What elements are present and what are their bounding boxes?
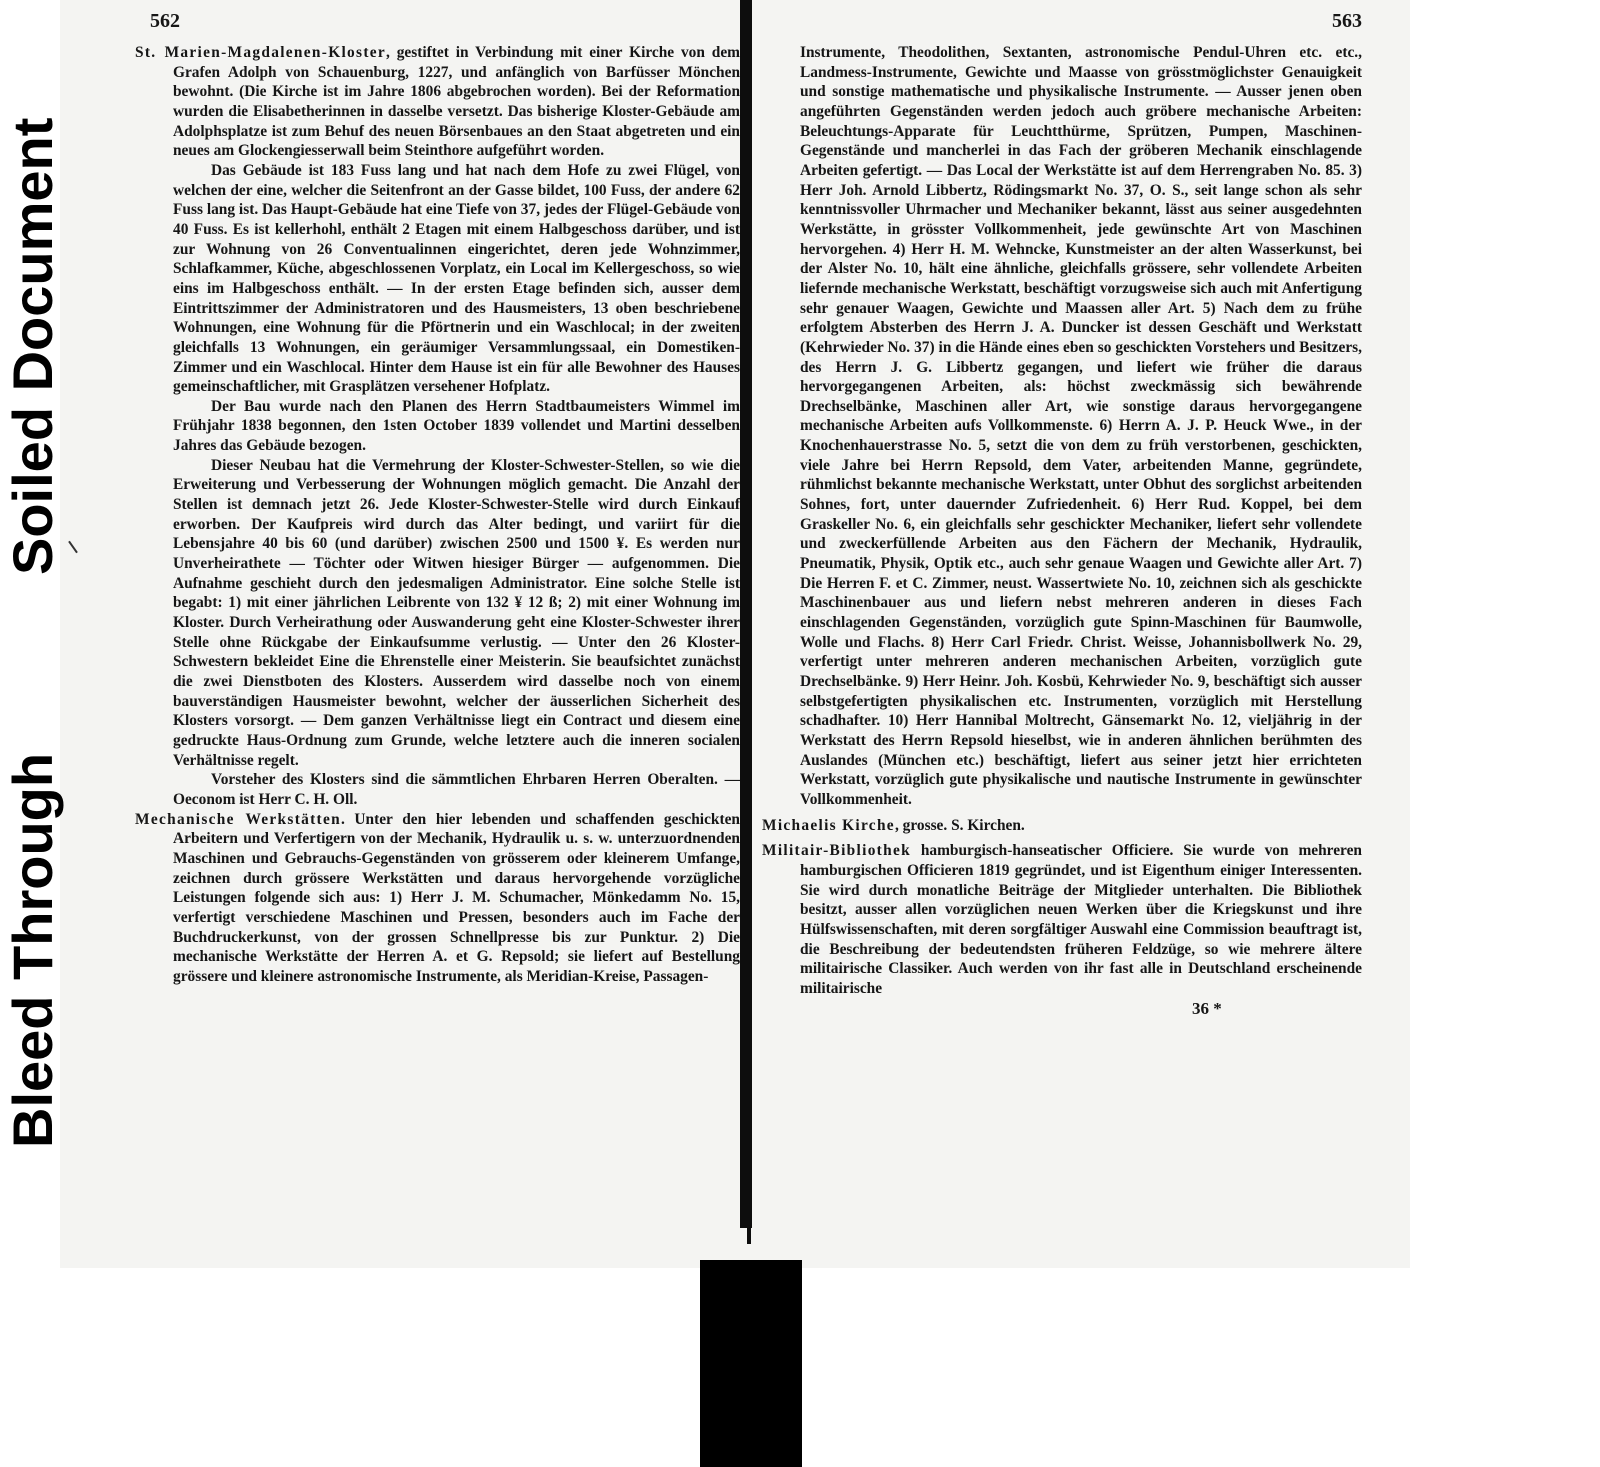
entry-bibliothek (762, 841, 1362, 998)
paragraph-continued: Instrumente, Theodolithen, Sextanten, astronomische Pendul-Uhren etc. etc., Landmess-Instrumente, Gewichte und Maasse von grösstmöglichster Genauigkeit und sonstige mathematische und physikalische Instrumente. — Ausser jenen oben angeführten Gegenständen werden jedoch auch gröbere mechanische Arbeiten: Beleuchtungs-Apparate für Leuchtthürme, Sprützen, Pumpen, Maschinen-Gegenstände und mancherlei in das Fach der gröberen Mechanik einschlagende Arbeiten gefertigt. — Das Local der Werkstätte ist auf dem Herrengraben No. 85. 3) Herr Joh. Arnold Libbertz, Rödingsmarkt No. 37, O. S., seit lange schon als sehr kenntnissvoller Uhrmacher und Mechaniker bekannt, lässt aus seiner ausgedehnten Werkstätte, in grösster Vollkommenheit, jede gewünschte Art von Maschinen hervorgehen. 4) Herr H. M. Wehncke, Kunstmeister an der alten Wasserkunst, bei der Alster No. 10, hält eine ähnliche, gleichfalls grössere, sehr vollendete Arbeiten liefernde mechanische Werkstatt, beschäftigt vorzugsweise sich auch mit Anfertigung sehr genauer Waagen, Gewichte und Maassen aller Art. 5) Nach dem zu frühe erfolgtem Absterben des Herrn J. A. Duncker ist dessen Geschäft und Werkstatt (Kehrwieder No. 37) in die Hände eines eben so geschickten Vorstehers und Besitzers, des Herrn J. G. Libbertz gegangen, und liefert wie früher die daraus hervorgegangenen Arbeiten, als: höchst zweckmässig sich bewährende Drechselbänke, Maschinen aller Art, wie sonstige daraus hervorgegangene mechanische Arbeiten aufs Vollkommenste. 6) Herrn A. J. P. Heuck Wwe., in der Knochenhauerstrasse No. 5, setzt die von dem zu früh verstorbenen, geschickten, viele Jahre bei Herrn Repsold, dem Vater, arbeitenden Manne, gegründete, rühmlichst bekannte mechanische Werkstatt, unter Obhut des sorglichst arbeitenden Sohnes, fort, unter dauernder Zufriedenheit. 6) Herr Rud. Koppel, bei dem Graskeller No. 6, ein gleichfalls sehr geschickter Mechaniker, liefert sehr vollendete und zweckerfüllende Arbeiten aus den Fächern der Mechanik, Hydraulik, Pneumatik, Physik, Optik etc., auch sehr genaue Waagen und Gewichte aller Art. 7) Die Herren F. et C. Zimmer, neust. Wassertwiete No. 10, zeichnen sich als geschickte Maschinenbauer aus und liefern nebst mehreren anderen in dieses Fach einschlagenden Gegenständen, vorzüglich gute Spinn-Maschinen für Baumwolle, Wolle und Flachs. 8) Herr Carl Friedr. Christ. Weisse, Johannisbollwerk No. 29, verfertigt unter mehreren anderen mechanischen Arbeiten, vorzüglich gute Drechselbänke. 9) Herr Heinr. Joh. Kosbü, Kehrwieder No. 9, beschäftigt sich ausser selbstgefertigten physikalischen etc. Instrumenten, vorzüglich mit Herstellung schadhafter. 10) Herr Hannibal Moltrecht, Gänsemarkt No. 12, vieljährig in der Werkstatt des Herrn Repsold hieselbst, wie in anderen ähnlichen berühmten des Auslandes (München etc.) beschäftigt, liefert aus seiner jetzt hier errichteten Werkstatt, vorzüglich gute physikalische und nautische Instrumente in gewünschter Vollkommenheit. (800, 44, 1362, 808)
entry-body: , grosse. S. Kirchen. (894, 816, 1025, 834)
right-page-number: 563 (1332, 10, 1362, 32)
entry-kloster (135, 43, 740, 161)
book-gutter-tail (747, 1228, 751, 1244)
signature-mark: 36 * (1192, 998, 1222, 1018)
scan-black-block (700, 1260, 802, 1467)
entry-michaelis (762, 816, 1362, 836)
entry-heading: Militair-Bibliothek (762, 842, 911, 860)
entry-werkstaetten (135, 810, 740, 987)
right-page (762, 0, 1362, 1262)
entry-heading: Michaelis Kirche (762, 816, 895, 834)
bleed-through-label: Bleed Through (1, 752, 64, 1148)
soiled-document-label: Soiled Document (1, 117, 64, 575)
left-page-text (135, 43, 740, 987)
paragraph: Dieser Neubau hat die Vermehrung der Kloster-Schwester-Stellen, so wie die Erweiterung und Verbesserung der Wohnungen möglich gemacht. Die Anzahl der Stellen ist demnach jetzt 26. Jede Kloster-Schwester-Stelle wird durch Einkauf erworben. Der Kaufpreis wird durch das Alter bedingt, und variirt für die Lebensjahre 40 bis 60 (und darüber) zwischen 2500 und 1500 ¥. Es werden nur Unverheirathete — Töchter oder Witwen hiesiger Bürger — aufgenommen. Die Aufnahme geschieht durch den jedesmaligen Administrator. Eine solche Stelle ist begabt: 1) mit einer jährlichen Leibrente von 132 ¥ 12 ß; 2) mit einer Wohnung im Kloster. Durch Verheirathung oder Auswanderung geht eine Kloster-Schwester ihrer Stelle ohne Rückgabe der Einkaufsumme verlustig. — Unter den 26 Kloster-Schwestern bekleidet Eine die Ehrenstelle einer Meisterin. Sie beaufsichtet zunächst die zwei Dienstboten des Klosters. Ausserdem wird dasselbe noch von einem bauverständigen Hausmeister bewohnt, welcher der äusserlichen Sicherheit des Klosters vorsorgt. — Dem ganzen Verhältnisse liegt ein Contract und diesem eine gedruckte Haus-Ordnung zum Grunde, welche letztere auch die inneren socialen Verhältnisse regelt. (173, 456, 740, 769)
entry-heading: Mechanische Werkstätten (135, 810, 341, 828)
left-page (135, 0, 740, 1262)
paragraph: Vorsteher des Klosters sind die sämmtlichen Ehrbaren Herren Oberalten. — Oeconom ist Herr C. H. Oll. (173, 771, 740, 808)
entry-body: , gestiftet in Verbindung mit einer Kirche von dem Grafen Adolph von Schauenburg, 1227, und anfänglich von Barfüsser Mönchen bewohnt. (Die Kirche ist im Jahre 1806 abgebrochen worden). Bei der Reformation wurden die Elisabetherinnen in dasselbe versetzt. Das bisherige Kloster-Gebäude am Adolphsplatze ist zum Behuf des neuen Börsenbaues an den Staat abgetreten und ein neues am Glockengiesserwall beim Steinthore aufgeführt worden. (173, 44, 740, 160)
book-gutter (740, 0, 752, 1228)
entry-body: hamburgisch-hanseatischer Officiere. Sie wurde von mehreren hamburgischen Officieren 1819 gegründet, und ist Eigenthum einiger Interessenten. Sie wird durch monatliche Beiträge der Mitglieder unterhalten. Die Bibliothek besitzt, ausser allen vorzüglichen neuen Werken über die Kriegskunst und ihre Hülfswissenschaften, mit deren sorgfältiger Auswahl eine Commission beauftragt ist, die Beschreibung der bedeutendsten früheren Feldzüge, so wie mehrere ältere militairische Classiker. Auch werden von ihr fast alle in Deutschland erscheinende militairische (800, 842, 1362, 997)
paragraph: Der Bau wurde nach den Planen des Herrn Stadtbaumeisters Wimmel im Frühjahr 1838 begonnen, den 1sten October 1839 vollendet und Martini desselben Jahres das Gebäude bezogen. (173, 397, 740, 455)
left-page-number: 562 (150, 10, 180, 32)
entry-body: . Unter den hier lebenden und schaffenden geschickten Arbeitern und Verfertigern von der Mechanik, Hydraulik u. s. w. unterzuordnenden Maschinen und Gebrauchs-Gegenständen von grösserem oder kleinerem Umfange, zeichnen durch grössere Werkstätten und daraus hervorgehende vorzügliche Leistungen folgende sich aus: 1) Herr J. M. Schumacher, Mönkedamm No. 15, verfertigt verschiedene Maschinen und Pressen, besonders auch im Fache der Buchdruckerkunst, von der grossen Schnellpresse bis zur Punktur. 2) Die mechanische Werkstätte der Herren A. et G. Repsold; sie liefert auf Bestellung grössere und kleinere astronomische Instrumente, als Meridian-Kreise, Passagen- (173, 810, 740, 985)
paragraph: Das Gebäude ist 183 Fuss lang und hat nach dem Hofe zu zwei Flügel, von welchen der eine, welcher die Seitenfront an der Gasse bildet, 100 Fuss, der andere 62 Fuss lang ist. Das Haupt-Gebäude hat eine Tiefe von 37, jedes der Flügel-Gebäude von 40 Fuss. Es ist kellerhohl, enthält 2 Etagen mit einem Halbgeschoss darüber, und ist zur Wohnung von 26 Conventualinnen eingerichtet, deren jede Wohnzimmer, Schlafkammer, Küche, abgeschlossenen Vorplatz, ein Local im Kellergeschoss, so wie eins im Halbgeschoss enthält. — In der ersten Etage befinden sich, ausser dem Eintrittszimmer der Administratoren und des Hausmeisters, 13 oben beschriebene Wohnungen, eine Wohnung für die Pförtnerin und ein Waschlocal; in der zweiten gleichfalls 13 Wohnungen, ein geräumiger Versammlungssaal, ein Domestiken-Zimmer und ein Waschlocal. Hinter dem Hause ist ein für alle Bewohner des Hauses gemeinschaftlicher, mit Grasplätzen versehener Hofplatz. (173, 161, 740, 396)
right-page-text (762, 43, 1362, 1018)
entry-heading: St. Marien-Magdalenen-Kloster (135, 44, 387, 61)
